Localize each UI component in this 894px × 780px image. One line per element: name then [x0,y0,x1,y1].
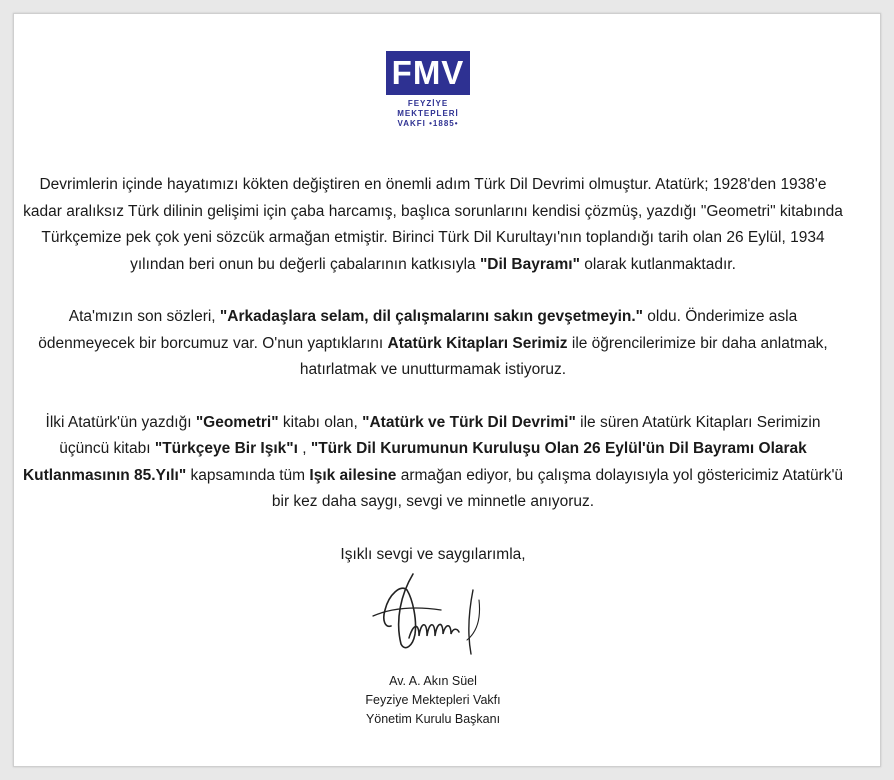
signatory-name: Av. A. Akın Süel [389,674,477,688]
paragraph-1 [22,172,844,278]
p3-text-5: kapsamında tüm [186,466,310,484]
signature [355,560,495,670]
p3-text-2: kitabı olan, [278,413,363,431]
logo-line-3: VAKFI •1885• [397,119,459,128]
logo-line-1: FEYZİYE [407,99,449,108]
closing-line: Işıklı sevgi ve saygılarımla, [340,545,526,563]
signatory-block [22,672,844,729]
logo-letters: FMV [391,54,465,91]
p3-text-1: İlki Atatürk'ün yazdığı [45,413,196,431]
signatory-org: Feyziye Mektepleri Vakfı [365,693,501,707]
logo-wordmark [386,99,470,129]
p3-bold-5: Işık ailesine [309,466,397,484]
logo-mark [386,51,470,95]
p3-bold-2: "Atatürk ve Türk Dil Devrimi" [362,413,576,431]
p3-text-3: ile süren Atatürk Kitapları Serimizin üçüncü kitabı [59,413,821,457]
p2-text-3: ile öğrencilerimize bir daha anlatmak, hatırlatmak ve unutturmamak istiyoruz. [299,334,828,378]
p3-text-4: , [297,440,311,457]
paragraph-2 [22,304,844,384]
p2-bold-1: "Arkadaşlara selam, dil çalışmalarını sakın gevşetmeyin." [219,308,643,325]
fmv-logo [386,51,470,146]
logo-line-2: MEKTEPLERİ [397,109,459,118]
p1-text-1: Devrimlerin içinde hayatımızı kökten değiştiren en önemli adım Türk Dil Devrimi olmuştur. Atatürk; 1928'den 1938'e kadar aralıksız Türk dilinin gelişimi için çaba harcamış, başlıca sorunlarını kendisi çözmüş, yazdığı "Geometri" kitabında Türkçemize pek çok yeni sözcük armağan etmiştir. Birinci Türk Dil Kurultayı'nın toplandığı tarih olan 26 Eylül, 1934 yılından beri onun bu değerli çabalarının katkısıyla [23,176,843,273]
p2-text-2: oldu. Önderimize asla ödenmeyecek bir borcumuz var. O'nun yaptıklarını [38,308,798,352]
p2-text-1: Ata'mızın son sözleri, [68,308,220,325]
p2-bold-2: Atatürk Kitapları Serimiz [387,334,568,352]
p3-bold-1: "Geometri" [195,413,279,431]
letter-body [22,172,844,594]
signatory-title: Yönetim Kurulu Başkanı [365,712,501,726]
p1-text-2: olarak kutlanmaktadır. [579,255,736,273]
p3-bold-4: "Türk Dil Kurumunun Kuruluşu Olan 26 Eylül'ün Dil Bayramı Olarak Kutlanmasının 85.Yılı" [22,440,807,484]
p3-bold-3: "Türkçeye Bir Işık"ı [154,440,298,457]
p3-text-6: armağan ediyor, bu çalışma dolayısıyla yol göstericimiz Atatürk'ü bir kez daha saygı, sevgi ve minnetle anıyoruz. [271,466,844,510]
p1-bold-1: "Dil Bayramı" [479,255,580,273]
paragraph-3 [22,410,844,516]
